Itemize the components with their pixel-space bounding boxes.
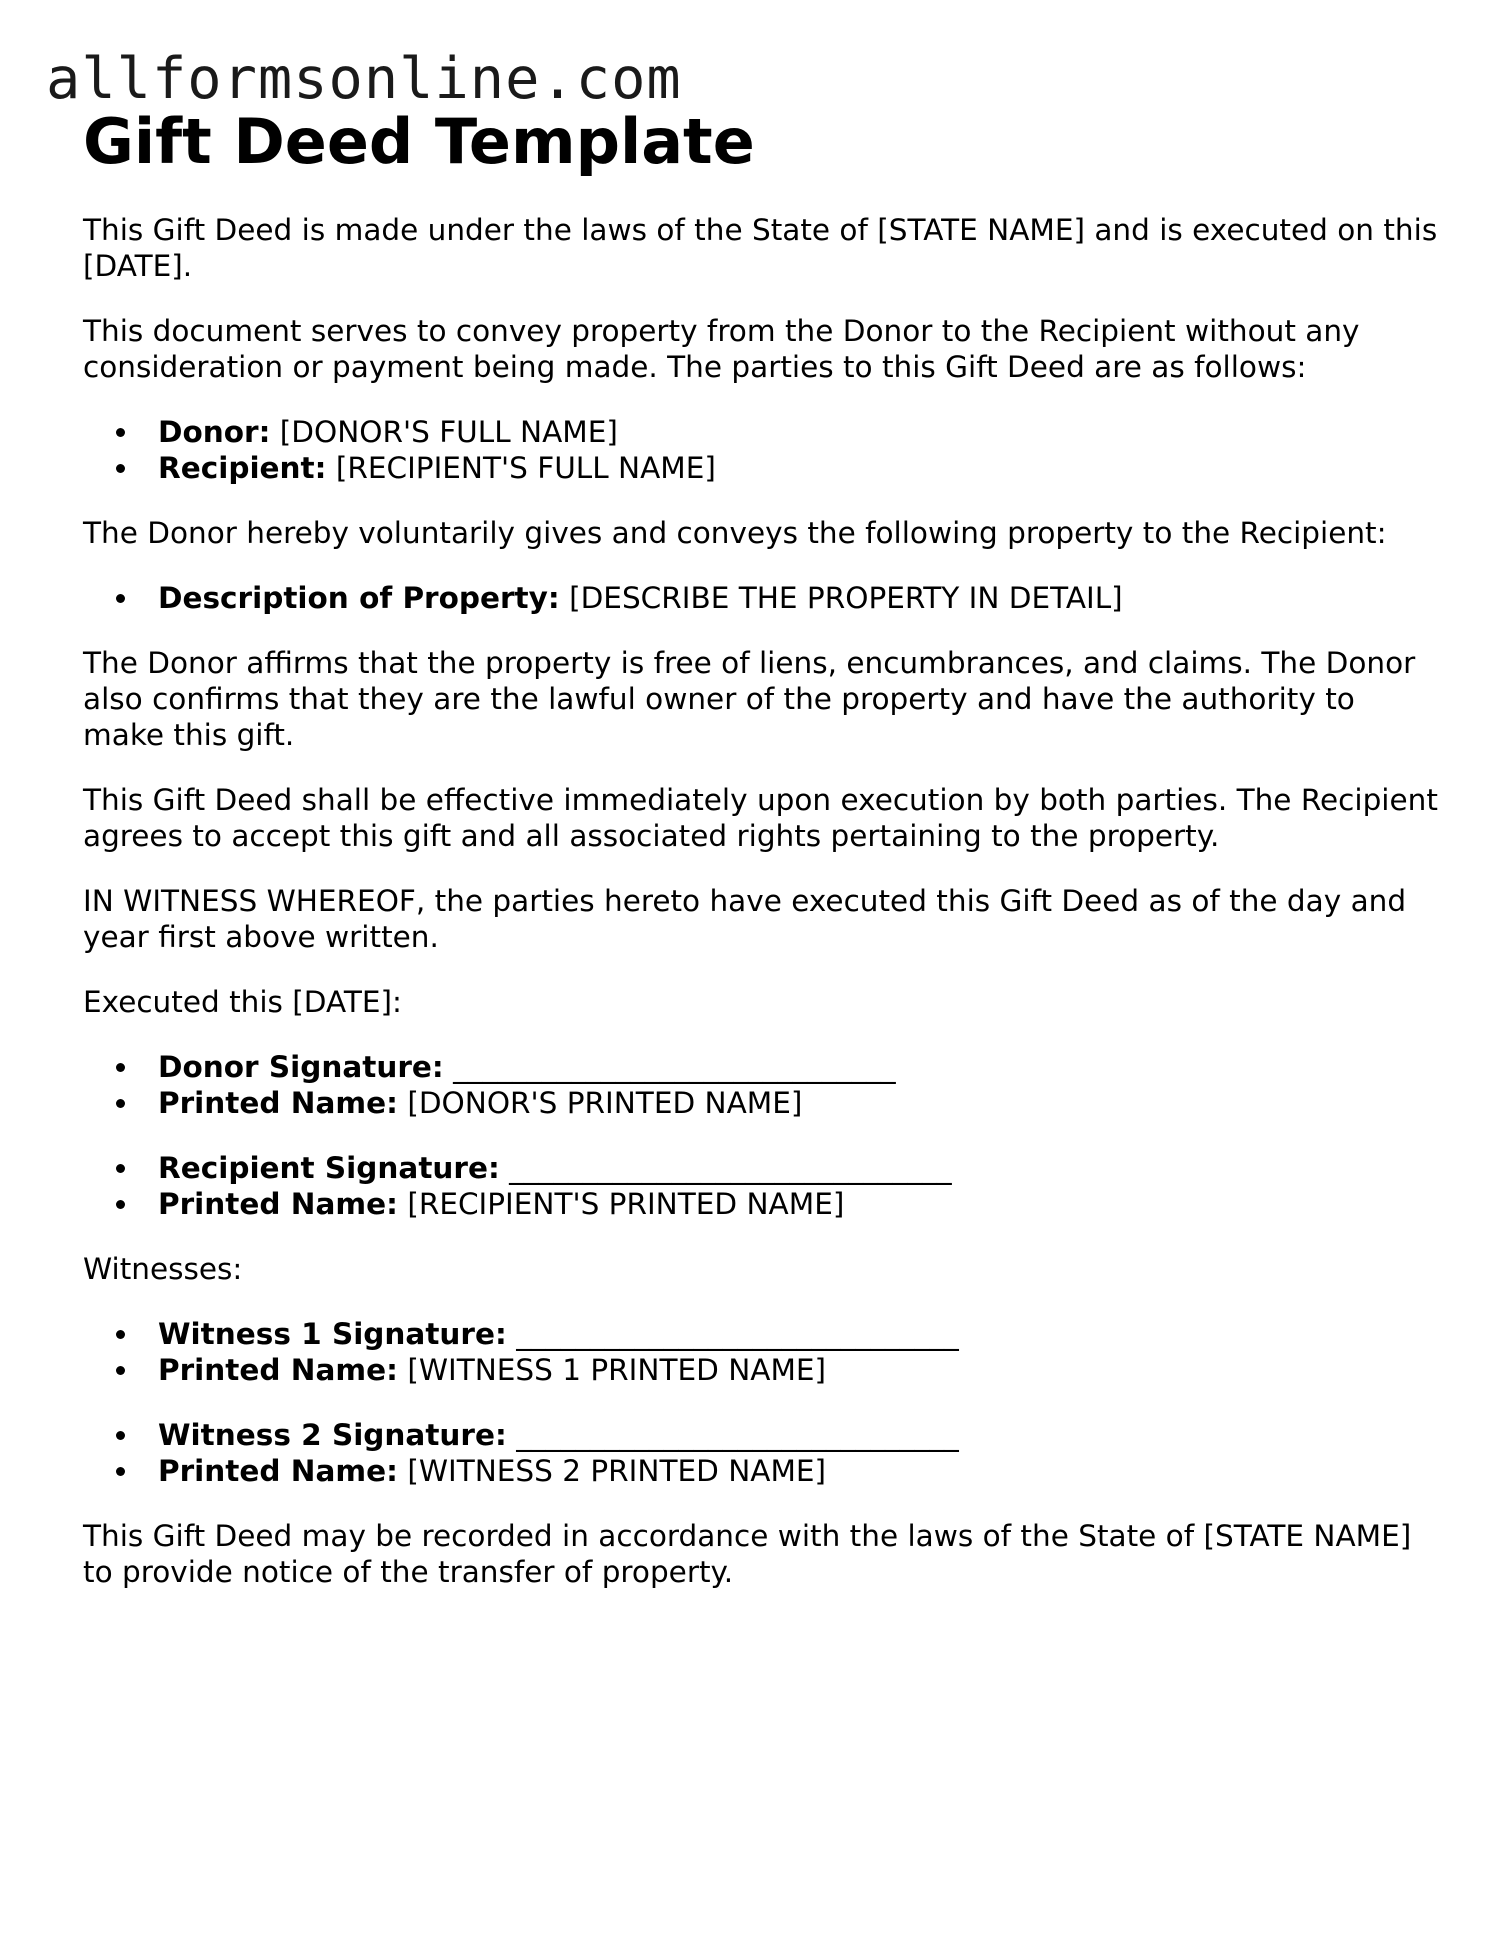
effective-paragraph: This Gift Deed shall be effective immediately upon execution by both parties. The Recipient agrees to accept this gift and all associated rights pertaining to the property. xyxy=(83,783,1438,853)
property-label: Description of Property: xyxy=(158,581,560,615)
donor-printed-name-value: [DONOR'S PRINTED NAME] xyxy=(407,1086,803,1120)
list-item xyxy=(158,414,1443,450)
property-value: [DESCRIBE THE PROPERTY IN DETAIL] xyxy=(569,581,1123,615)
list-item xyxy=(158,1417,1443,1453)
donor-value: [DONOR'S FULL NAME] xyxy=(279,415,618,449)
executed-line: Executed this [DATE]: xyxy=(83,985,402,1019)
list-item xyxy=(158,1352,1443,1388)
list-item xyxy=(158,580,1443,616)
page-title: Gift Deed Template xyxy=(83,105,755,178)
donor-label: Donor: xyxy=(158,415,271,449)
witnesses-heading: Witnesses: xyxy=(83,1252,243,1286)
list-item xyxy=(158,1316,1443,1352)
witness1-signature-block xyxy=(83,1316,1443,1388)
donor-signature-label: Donor Signature: xyxy=(158,1050,444,1084)
witness2-printed-name-value: [WITNESS 2 PRINTED NAME] xyxy=(407,1454,827,1488)
witness1-printed-name-label: Printed Name: xyxy=(158,1353,398,1387)
witness2-signature-block xyxy=(83,1417,1443,1489)
witness2-signature-label: Witness 2 Signature: xyxy=(158,1418,507,1452)
list-item xyxy=(158,1150,1443,1186)
donor-signature-line[interactable]: ______________________________ xyxy=(453,1050,896,1084)
recipient-value: [RECIPIENT'S FULL NAME] xyxy=(335,451,716,485)
donor-printed-name-label: Printed Name: xyxy=(158,1086,398,1120)
list-item xyxy=(158,1186,1443,1222)
witness1-printed-name-value: [WITNESS 1 PRINTED NAME] xyxy=(407,1353,827,1387)
conveyance-paragraph: The Donor hereby voluntarily gives and conveys the following property to the Recipient: xyxy=(83,516,1387,550)
recipient-signature-label: Recipient Signature: xyxy=(158,1151,500,1185)
recipient-printed-name-value: [RECIPIENT'S PRINTED NAME] xyxy=(407,1187,845,1221)
donor-signature-block xyxy=(83,1049,1443,1121)
recipient-signature-block xyxy=(83,1150,1443,1222)
list-item xyxy=(158,1453,1443,1489)
witness2-signature-line[interactable]: ______________________________ xyxy=(516,1418,959,1452)
document-body xyxy=(83,106,1443,1619)
recipient-signature-line[interactable]: ______________________________ xyxy=(509,1151,952,1185)
recording-paragraph: This Gift Deed may be recorded in accordance with the laws of the State of [STATE NAME] to provide notice of the transfer of property. xyxy=(83,1519,1412,1589)
parties-list xyxy=(83,414,1443,486)
recipient-label: Recipient: xyxy=(158,451,327,485)
witness1-signature-line[interactable]: ______________________________ xyxy=(516,1317,959,1351)
property-list xyxy=(83,580,1443,616)
intro-paragraph: This Gift Deed is made under the laws of the State of [STATE NAME] and is executed on this [DATE]. xyxy=(83,213,1438,283)
witness1-signature-label: Witness 1 Signature: xyxy=(158,1317,507,1351)
purpose-paragraph: This document serves to convey property from the Donor to the Recipient without any consideration or payment being made. The parties to this Gift Deed are as follows: xyxy=(83,314,1360,384)
list-item xyxy=(158,450,1443,486)
list-item xyxy=(158,1085,1443,1121)
witness2-printed-name-label: Printed Name: xyxy=(158,1454,398,1488)
list-item xyxy=(158,1049,1443,1085)
witness-clause-paragraph: IN WITNESS WHEREOF, the parties hereto have executed this Gift Deed as of the day and year first above written. xyxy=(83,884,1407,954)
affirmation-paragraph: The Donor affirms that the property is free of liens, encumbrances, and claims. The Donor also confirms that they are the lawful owner of the property and have the authority to make this gift. xyxy=(83,646,1416,752)
site-watermark: allformsonline.com xyxy=(46,46,682,112)
recipient-printed-name-label: Printed Name: xyxy=(158,1187,398,1221)
